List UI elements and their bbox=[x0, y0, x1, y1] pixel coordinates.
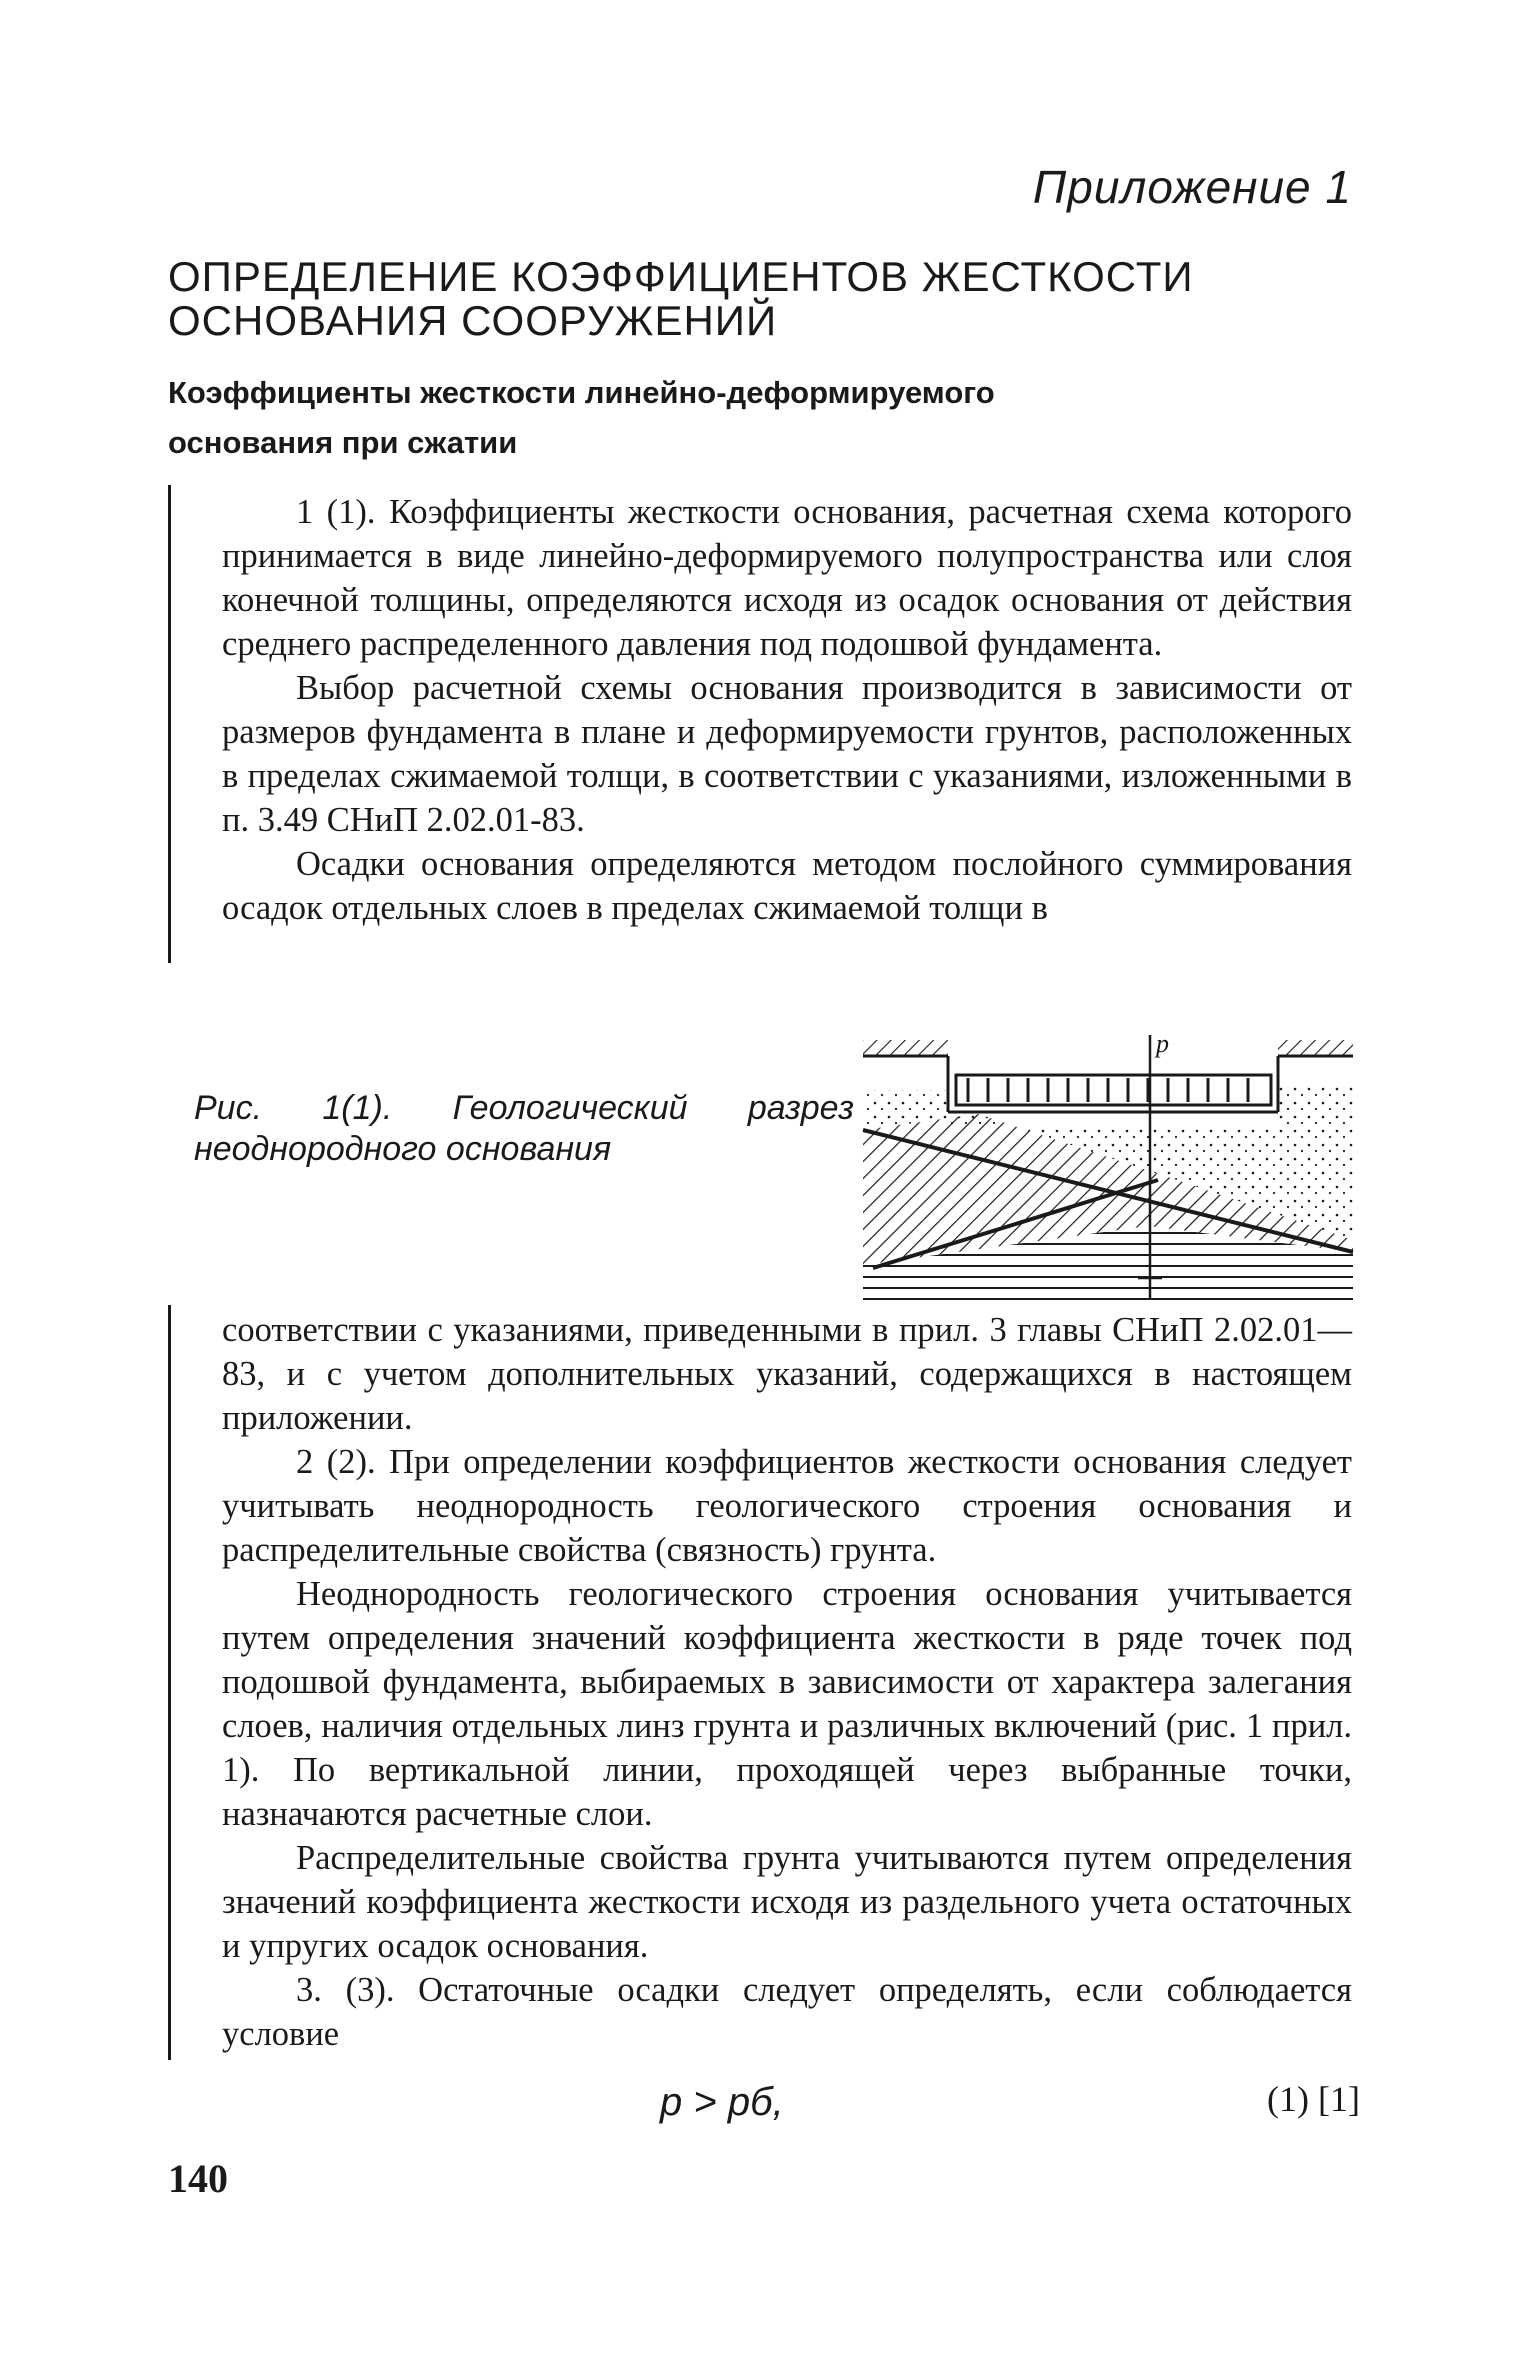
foundation-slab bbox=[956, 1075, 1271, 1105]
subsection-title-line-1: Коэффициенты жесткости линейно-деформируемого bbox=[168, 375, 995, 410]
subsection-title bbox=[168, 368, 1368, 468]
load-label: p bbox=[1156, 1030, 1169, 1058]
section-title-line-2: ОСНОВАНИЯ СООРУЖЕНИЙ bbox=[168, 297, 778, 344]
geological-section-figure bbox=[858, 1030, 1358, 1302]
ground-surface-left bbox=[863, 1040, 948, 1056]
margin-change-bar-top bbox=[168, 485, 171, 963]
paragraph-heterogeneity: Неоднородность геологического строения основания учитывается путем определения значений коэффициента жесткости в ряде точек под подошвой фундамента, выбираемых в зависимости от характера залегания слоев, наличия отдельных линз грунта и различных включений (рис. 1 прил. 1). По вертикальной линии, проходящей через выбранные точки, назначаются расчетные слои. bbox=[222, 1575, 1352, 1833]
formula-expression: p > pб, bbox=[660, 2080, 784, 2124]
text-block-1 bbox=[222, 490, 1352, 930]
paragraph-2: Выбор расчетной схемы основания производится в зависимости от размеров фундамента в плане и деформируемости грунтов, расположенных в пределах сжимаемой толщи, в соответствии с указаниями, изложенными в п. 3.49 СНиП 2.02.01-83. bbox=[222, 669, 1352, 839]
paragraph-distribution: Распределительные свойства грунта учитываются путем определения значений коэффициента жесткости исходя из раздельного учета остаточных и упругих осадок основания. bbox=[222, 1839, 1352, 1965]
paragraph-3-3: 3. (3). Остаточные осадки следует определять, если соблюдается условие bbox=[222, 1971, 1352, 2053]
text-block-2 bbox=[222, 1308, 1352, 2056]
section-title-line-1: ОПРЕДЕЛЕНИЕ КОЭФФИЦИЕНТОВ ЖЕСТКОСТИ bbox=[168, 253, 1194, 300]
appendix-label: Приложение 1 bbox=[1032, 161, 1352, 213]
page-number: 140 bbox=[168, 2156, 228, 2201]
paragraph-2-2: 2 (2). При определении коэффициентов жесткости основания следует учитывать неоднородность геологического строения основания и распределительные свойства (связность) грунта. bbox=[222, 1443, 1352, 1569]
figure-caption: Рис. 1(1). Геологический разрез неоднородного основания bbox=[194, 1089, 854, 1168]
paragraph-continued: соответствии с указаниями, приведенными в прил. 3 главы СНиП 2.02.01—83, и с учетом дополнительных указаний, содержащихся в настоящем приложении. bbox=[222, 1311, 1352, 1437]
paragraph-1: 1 (1). Коэффициенты жесткости основания, расчетная схема которого принимается в виде линейно-деформируемого полупространства или слоя конечной толщины, определяются исходя из осадок основания от действия среднего распределенного давления под подошвой фундамента. bbox=[222, 493, 1352, 663]
margin-change-bar-bottom bbox=[168, 1305, 171, 2060]
paragraph-3: Осадки основания определяются методом послойного суммирования осадок отдельных слоев в пределах сжимаемой толщи в bbox=[222, 845, 1352, 927]
ground-surface-right bbox=[1278, 1040, 1353, 1056]
section-title bbox=[168, 255, 1368, 343]
subsection-title-line-2: основания при сжатии bbox=[168, 425, 518, 460]
formula-number: (1) [1] bbox=[1267, 2079, 1360, 2119]
